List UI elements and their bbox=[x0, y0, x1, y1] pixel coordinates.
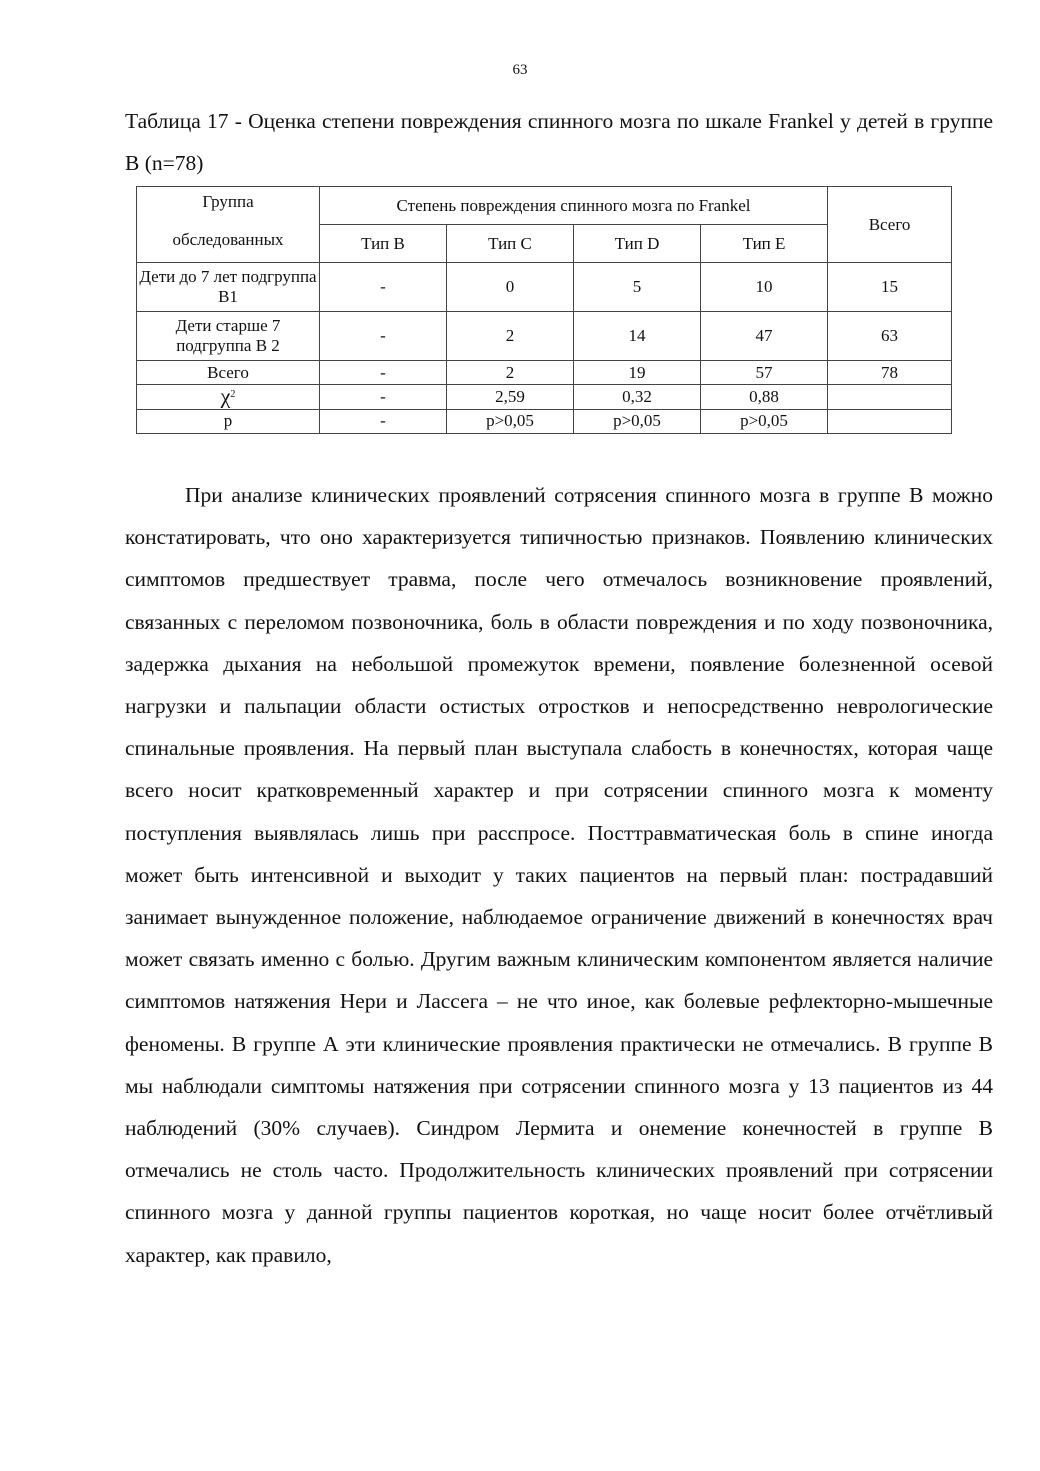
group-header-bottom: обследованных bbox=[172, 230, 284, 249]
table-cell: - bbox=[320, 409, 447, 433]
table-cell: 47 bbox=[701, 312, 828, 361]
group-header-cell bbox=[137, 187, 320, 263]
type-header: Тип C bbox=[447, 225, 574, 263]
type-header: Тип E bbox=[701, 225, 828, 263]
group-header-top: Группа bbox=[202, 192, 254, 211]
table-cell: - bbox=[320, 263, 447, 312]
body-text bbox=[125, 474, 993, 1276]
table-row bbox=[137, 312, 952, 361]
table-cell: 2 bbox=[447, 361, 574, 385]
chi-symbol: χ bbox=[220, 383, 231, 409]
table-row bbox=[137, 263, 952, 312]
type-header: Тип B bbox=[320, 225, 447, 263]
table-cell: 19 bbox=[574, 361, 701, 385]
paragraph: При анализе клинических проявлений сотрясения спинного мозга в группе B можно констатировать, что оно характеризуется типичностью признаков. Появлению клинических симптомов предшествует травма, после чего отмечалось возникновение проявлений, связанных с переломом позвоночника, боль в области повреждения и по ходу позвоночника, задержка дыхания на небольшой промежуток времени, появление болезненной осевой нагрузки и пальпации области остистых отростков и непосредственно неврологические спинальные проявления. На первый план выступала слабость в конечностях, которая чаще всего носит кратковременный характер и при сотрясении спинного мозга к моменту поступления выявлялась лишь при расспросе. Посттравматическая боль в спине иногда может быть интенсивной и выходит у таких пациентов на первый план: пострадавший занимает вынужденное положение, наблюдаемое ограничение движений в конечностях врач может связать именно с болью. Другим важным клиническим компонентом является наличие симптомов натяжения Нери и Лассега – не что иное, как болевые рефлекторно-мышечные феномены. В группе А эти клинические проявления практически не отмечались. В группе B мы наблюдали симптомы натяжения при сотрясении спинного мозга у 13 пациентов из 44 наблюдений (30% случаев). Синдром Лермита и онемение конечностей в группе B отмечались не столь часто. Продолжительность клинических проявлений при сотрясении спинного мозга у данной группы пациентов короткая, но чаще носит более отчётливый характер, как правило, bbox=[125, 483, 993, 1267]
type-header: Тип D bbox=[574, 225, 701, 263]
table-cell: 15 bbox=[828, 263, 952, 312]
row-label: Дети до 7 лет подгруппа B1 bbox=[137, 263, 320, 312]
table-cell bbox=[828, 385, 952, 410]
frankel-table bbox=[136, 186, 952, 434]
row-label: Дети старше 7 подгруппа B 2 bbox=[137, 312, 320, 361]
table-cell: 2 bbox=[447, 312, 574, 361]
table-cell: 0,32 bbox=[574, 385, 701, 410]
page-number: 63 bbox=[512, 62, 528, 78]
table-cell: 0 bbox=[447, 263, 574, 312]
table-cell: 10 bbox=[701, 263, 828, 312]
row-label: Всего bbox=[137, 361, 320, 385]
table-caption: Таблица 17 - Оценка степени повреждения спинного мозга по шкале Frankel у детей в группе B (n=78) bbox=[125, 109, 993, 175]
table-cell: 14 bbox=[574, 312, 701, 361]
table-cell bbox=[828, 409, 952, 433]
table-cell: - bbox=[320, 312, 447, 361]
row-label: p bbox=[137, 409, 320, 433]
table-cell: p>0,05 bbox=[574, 409, 701, 433]
total-header: Всего bbox=[828, 187, 952, 263]
table-cell: 5 bbox=[574, 263, 701, 312]
table-row bbox=[137, 361, 952, 385]
degree-header: Степень повреждения спинного мозга по Frankel bbox=[320, 187, 828, 225]
table-row bbox=[137, 385, 952, 410]
table-cell: - bbox=[320, 361, 447, 385]
table-row bbox=[137, 409, 952, 433]
row-label bbox=[137, 385, 320, 410]
table-cell: - bbox=[320, 385, 447, 410]
table-cell: 2,59 bbox=[447, 385, 574, 410]
table-cell: 78 bbox=[828, 361, 952, 385]
table-cell: p>0,05 bbox=[701, 409, 828, 433]
table-cell: p>0,05 bbox=[447, 409, 574, 433]
table-cell: 0,88 bbox=[701, 385, 828, 410]
chi-superscript: 2 bbox=[230, 389, 236, 400]
table-cell: 57 bbox=[701, 361, 828, 385]
table-cell: 63 bbox=[828, 312, 952, 361]
